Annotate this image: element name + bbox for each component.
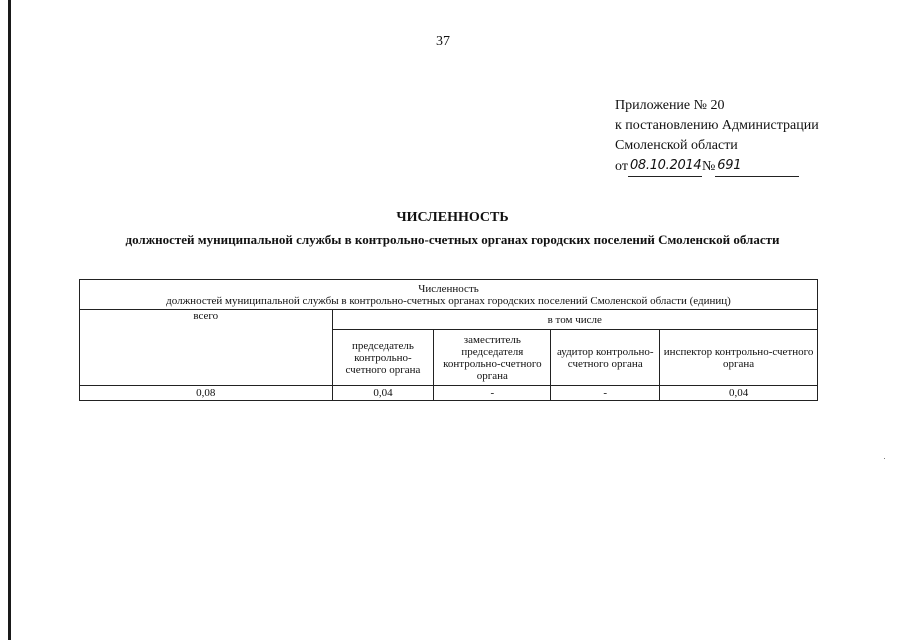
table-header-auditor: аудитор контрольно-счетного органа xyxy=(551,330,660,386)
table-header-main-line1: Численность xyxy=(418,282,479,295)
table-cell-auditor: - xyxy=(551,386,660,401)
table-header-row-groups xyxy=(80,310,818,330)
date-prefix: от xyxy=(615,159,628,174)
handwritten-date: 08.10.2014 xyxy=(628,156,702,177)
appendix-date-number-line xyxy=(615,156,819,177)
table-header-deputy-chairman: заместитель председателя контрольно-счетного органа xyxy=(434,330,551,386)
table-header-main-line2: должностей муниципальной службы в контрольно-счетных органах городских поселений Смоленской области (единиц) xyxy=(166,294,731,307)
table-row xyxy=(80,386,818,401)
appendix-line-resolution: к постановлению Администрации xyxy=(615,118,819,133)
number-prefix: № xyxy=(701,159,716,174)
table-cell-inspector: 0,04 xyxy=(660,386,818,401)
table-header-row-main xyxy=(80,280,818,310)
appendix-line-region: Смоленской области xyxy=(615,138,738,153)
page-number: 37 xyxy=(436,34,450,49)
appendix-title: Приложение № 20 xyxy=(615,98,725,113)
document-subtitle: должностей муниципальной службы в контрольно-счетных органах городских поселений Смоленской области xyxy=(125,232,780,247)
scan-speck xyxy=(884,458,885,459)
document-title: ЧИСЛЕННОСТЬ xyxy=(396,210,509,225)
table-header-chairman: председатель контрольно-счетного органа xyxy=(332,330,434,386)
table-cell-total: 0,08 xyxy=(80,386,333,401)
table-cell-deputy-chairman: - xyxy=(434,386,551,401)
handwritten-number: 691 xyxy=(715,156,799,177)
table-header-including: в том числе xyxy=(332,310,818,330)
binding-edge xyxy=(8,0,11,640)
table-header-main xyxy=(80,280,818,310)
table-header-inspector: инспектор контрольно-счетного органа xyxy=(660,330,818,386)
appendix-block xyxy=(615,96,819,177)
staff-count-table xyxy=(79,279,818,401)
table-header-total: всего xyxy=(80,310,333,386)
table-cell-chairman: 0,04 xyxy=(332,386,434,401)
